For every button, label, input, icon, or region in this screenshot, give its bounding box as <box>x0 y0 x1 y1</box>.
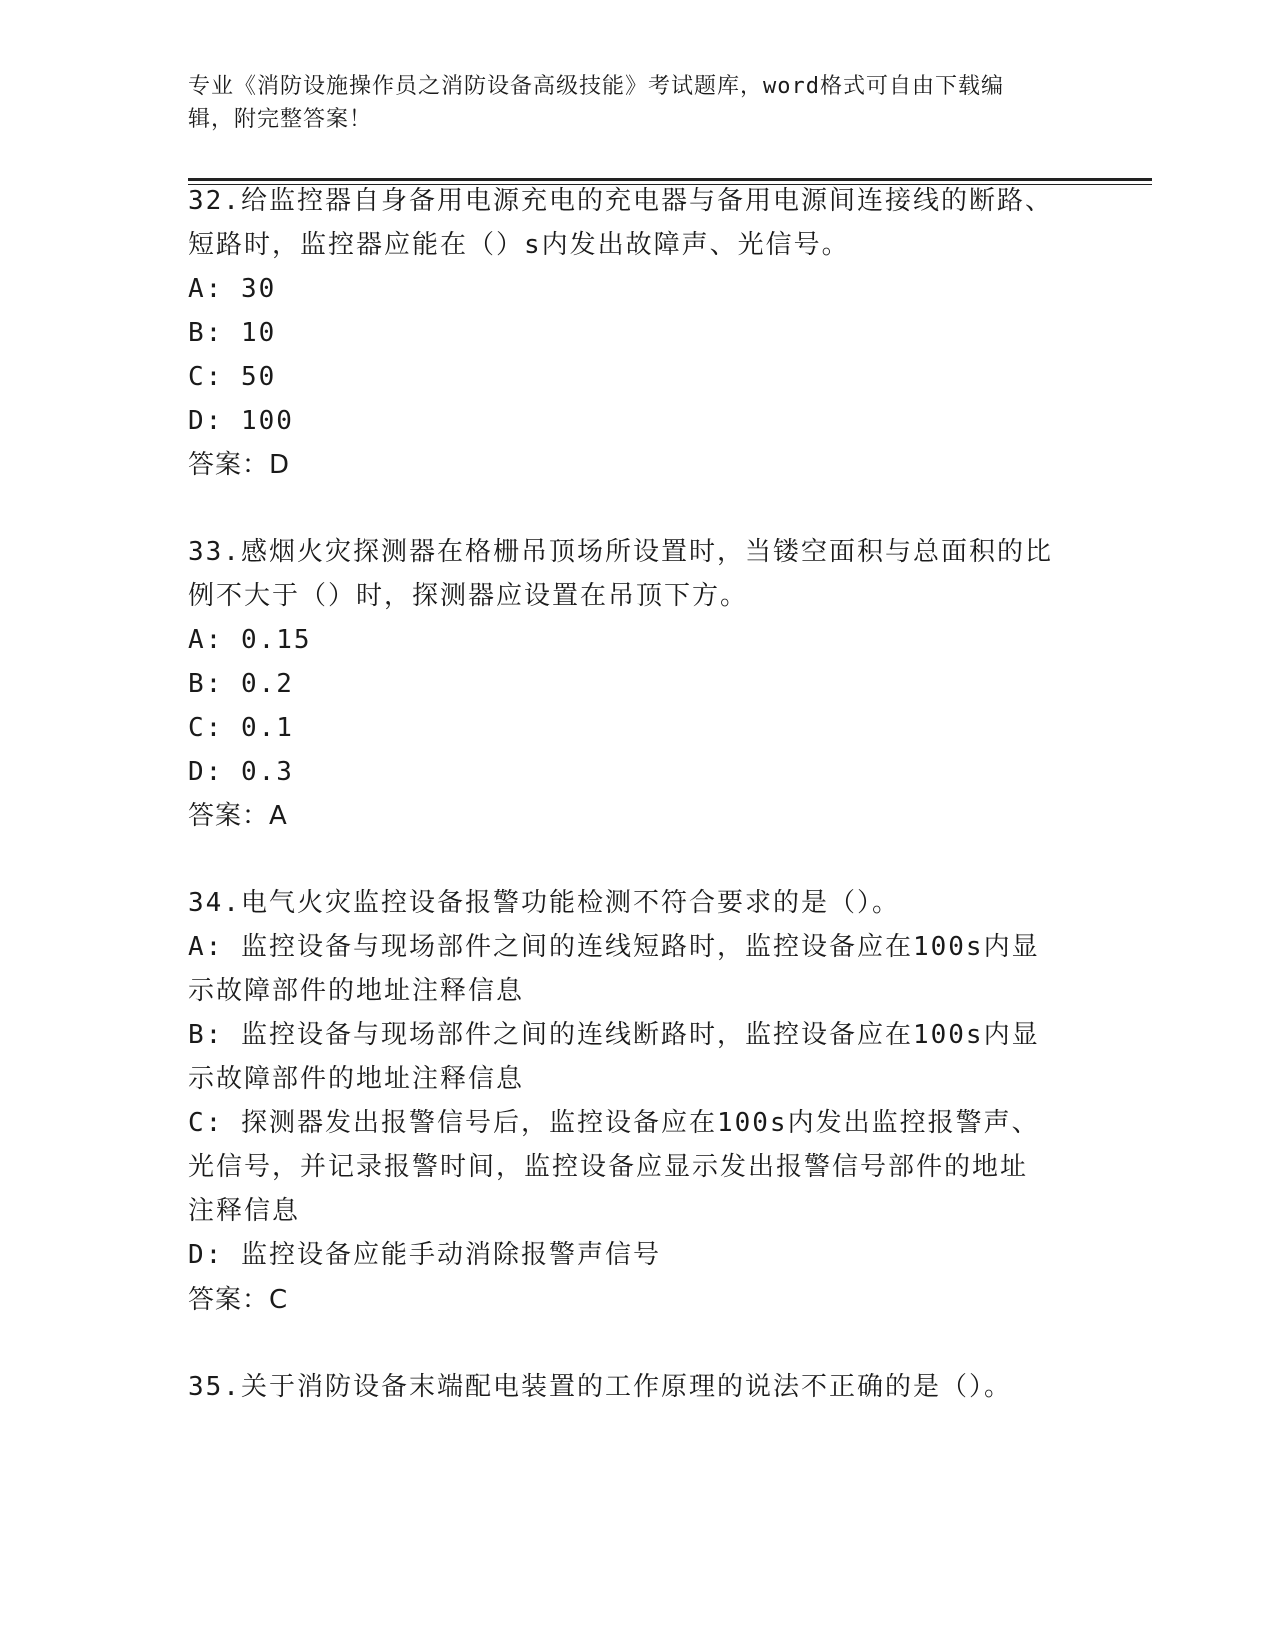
option-c: C: 0.1 <box>188 713 294 743</box>
option-b: B: 0.2 <box>188 669 294 699</box>
question-stem-line: 35.关于消防设备末端配电装置的工作原理的说法不正确的是（）。 <box>188 1372 1012 1402</box>
option-a: A: 监控设备与现场部件之间的连线短路时，监控设备应在100s内显 <box>188 932 1040 962</box>
option-c-continued: 光信号，并记录报警时间，监控设备应显示发出报警信号部件的地址 <box>188 1152 1029 1182</box>
header-rule-thick <box>188 178 1152 181</box>
option-a-continued: 示故障部件的地址注释信息 <box>188 976 525 1006</box>
option-c-continued: 注释信息 <box>188 1196 301 1226</box>
question-stem-line: 32.给监控器自身备用电源充电的充电器与备用电源间连接线的断路、 <box>188 186 1053 216</box>
option-d: D: 0.3 <box>188 757 294 787</box>
option-a: A: 0.15 <box>188 625 312 655</box>
answer: 答案：A <box>188 801 288 831</box>
option-d: D: 100 <box>188 406 294 436</box>
answer: 答案：C <box>188 1285 289 1315</box>
option-c: C: 探测器发出报警信号后，监控设备应在100s内发出监控报警声、 <box>188 1108 1040 1138</box>
option-d: D: 监控设备应能手动消除报警声信号 <box>188 1240 661 1270</box>
document-header <box>188 70 1068 136</box>
header-line-2: 辑，附完整答案！ <box>188 107 373 132</box>
option-c: C: 50 <box>188 362 277 392</box>
header-line-1: 专业《消防设施操作员之消防设备高级技能》考试题库，word格式可自由下载编 <box>188 74 1004 99</box>
question-stem-line: 33.感烟火灾探测器在格栅吊顶场所设置时，当镂空面积与总面积的比 <box>188 537 1053 567</box>
answer: 答案：D <box>188 450 291 480</box>
option-b: B: 10 <box>188 318 277 348</box>
option-a: A: 30 <box>188 274 277 304</box>
question-stem-line: 短路时，监控器应能在（）s内发出故障声、光信号。 <box>188 230 850 260</box>
question-stem-line: 34.电气火灾监控设备报警功能检测不符合要求的是（）。 <box>188 888 900 918</box>
question-stem-line: 例不大于（）时，探测器应设置在吊顶下方。 <box>188 581 749 611</box>
option-b: B: 监控设备与现场部件之间的连线断路时，监控设备应在100s内显 <box>188 1020 1040 1050</box>
option-b-continued: 示故障部件的地址注释信息 <box>188 1064 525 1094</box>
